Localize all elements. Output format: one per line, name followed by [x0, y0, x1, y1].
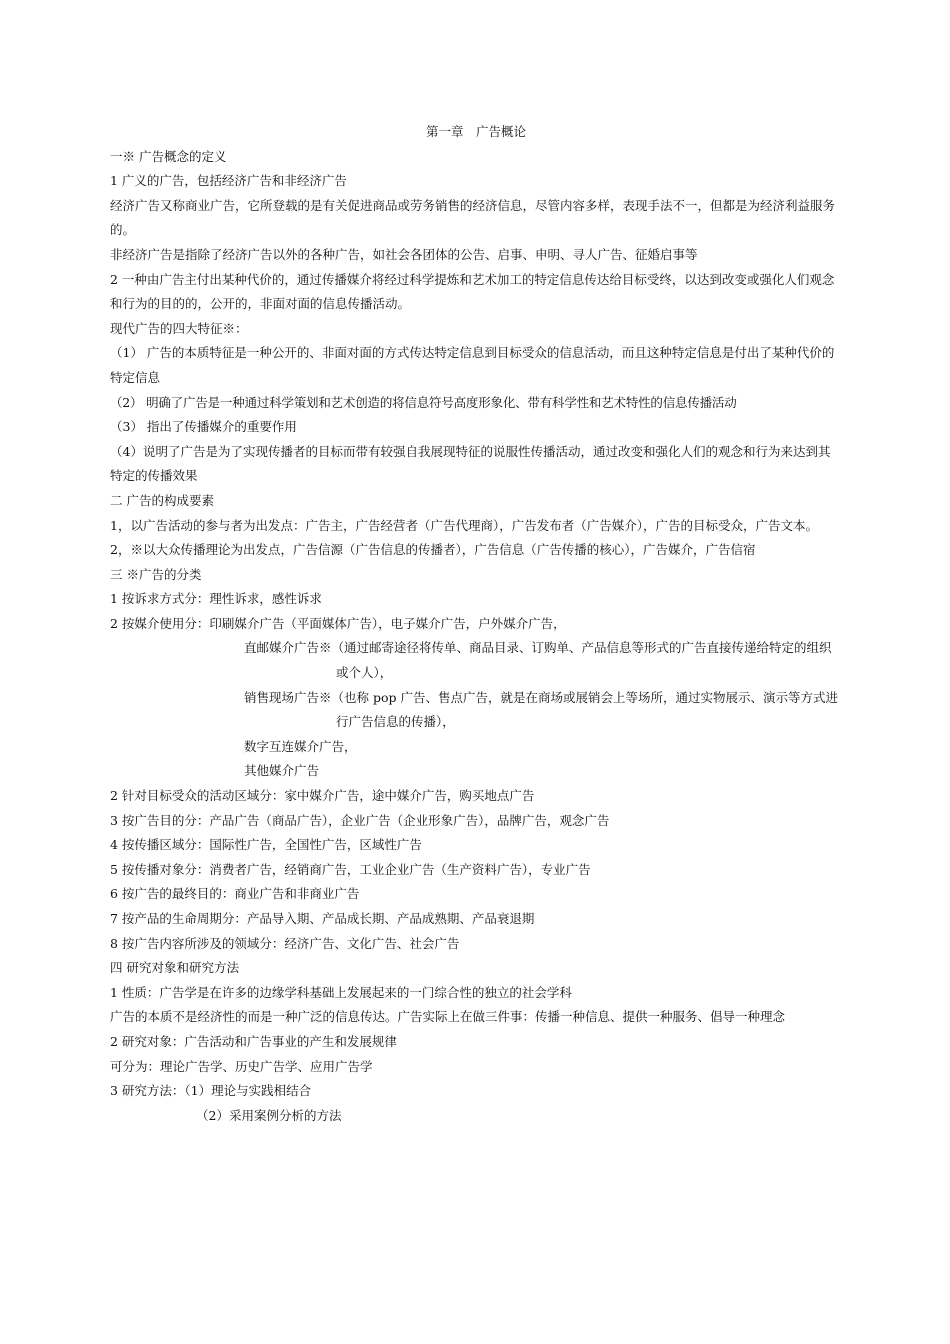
list-item: 2 按媒介使用分：印刷媒介广告（平面媒体广告），电子媒介广告，户外媒介广告，	[110, 615, 566, 631]
paragraph: 3 研究方法：（1）理论与实践相结合	[110, 1083, 312, 1099]
list-item: 7 按产品的生命周期分：产品导入期、产品成长期、产品成熟期、产品衰退期	[110, 911, 535, 926]
list-item: 6 按广告的最终目的：商业广告和非商业广告	[110, 886, 360, 902]
paragraph: 非经济广告是指除了经济广告以外的各种广告，如社会各团体的公告、启事、申明、寻人广告、征婚启事等	[110, 246, 698, 262]
chapter-title: 第一章 广告概论	[425, 124, 526, 139]
paragraph: 可分为：理论广告学、历史广告学、应用广告学	[110, 1058, 373, 1074]
section-heading-1: 一※ 广告概念的定义	[110, 148, 227, 164]
paragraph: 现代广告的四大特征※：	[110, 320, 248, 336]
list-item: （1） 广告的本质特征是一种公开的、非面对面的方式传达特定信息到目标受众的信息活动，而且这种特定信息是付出了某种代价的特定信息	[110, 345, 835, 385]
sub-list-item: 数字互连媒介广告，	[244, 738, 357, 754]
list-item: 5 按传播对象分：消费者广告，经销商广告，工业企业广告（生产资料广告），专业广告	[110, 861, 591, 877]
paragraph: （2）采用案例分析的方法	[196, 1107, 342, 1123]
paragraph: 2，※以大众传播理论为出发点，广告信源（广告信息的传播者），广告信息（广告传播的核心），广告媒介，广告信宿	[110, 542, 756, 558]
paragraph: 经济广告又称商业广告，它所登载的是有关促进商品或劳务销售的经济信息，尽管内容多样，表现手法不一，但都是为经济利益服务的。	[110, 197, 836, 238]
sub-list-item: 销售现场广告※（也称 pop 广告、售点广告，就是在商场或展销会上等场所，通过实物展示、演示等方式进行广告信息的传播），	[244, 689, 838, 730]
list-item: （2） 明确了广告是一种通过科学策划和艺术创造的将信息符号高度形象化、带有科学性和艺术特性的信息传播活动	[110, 394, 737, 410]
list-item: （4）说明了广告是为了实现传播者的目标而带有较强自我展现特征的说服性传播活动，通过改变和强化人们的观念和行为来达到其特定的传播效果	[110, 443, 831, 484]
document-page	[110, 120, 842, 1128]
paragraph: 广告的本质不是经济性的而是一种广泛的信息传达。广告实际上在做三件事：传播一种信息、提供一种服务、倡导一种理念	[110, 1009, 786, 1025]
section-heading-4: 四 研究对象和研究方法	[110, 960, 239, 976]
sub-list-item: 直邮媒介广告※（通过邮寄途径将传单、商品目录、订购单、产品信息等形式的广告直接传递给特定的组织或个人），	[244, 640, 832, 681]
paragraph: 1，以广告活动的参与者为出发点：广告主，广告经营者（广告代理商），广告发布者（广告媒介），广告的目标受众，广告文本。	[110, 517, 818, 533]
paragraph: 2 研究对象：广告活动和广告事业的产生和发展规律	[110, 1033, 397, 1049]
list-item: 3 按广告目的分：产品广告（商品广告），企业广告（企业形象广告），品牌广告，观念广告	[110, 812, 610, 828]
section-heading-3: 三 ※广告的分类	[110, 566, 202, 582]
list-item: 4 按传播区域分：国际性广告，全国性广告，区域性广告	[110, 837, 422, 853]
paragraph: 2 一种由广告主付出某种代价的，通过传播媒介将经过科学提炼和艺术加工的特定信息传达给目标受终，以达到改变或强化人们观念和行为的目的的，公开的，非面对面的信息传播活动。	[110, 271, 835, 312]
paragraph: 1 广义的广告，包括经济广告和非经济广告	[110, 173, 347, 189]
sub-list-item: 其他媒介广告	[244, 763, 320, 779]
paragraph: 1 性质：广告学是在许多的边缘学科基础上发展起来的一门综合性的独立的社会学科	[110, 984, 572, 1000]
list-item: （3） 指出了传播媒介的重要作用	[110, 419, 297, 435]
section-heading-2: 二 广告的构成要素	[110, 492, 214, 508]
list-item: 1 按诉求方式分：理性诉求，感性诉求	[110, 591, 322, 607]
list-item: 8 按广告内容所涉及的领域分：经济广告、文化广告、社会广告	[110, 935, 460, 951]
list-item: 2 针对目标受众的活动区域分：家中媒介广告，途中媒介广告，购买地点广告	[110, 788, 535, 804]
